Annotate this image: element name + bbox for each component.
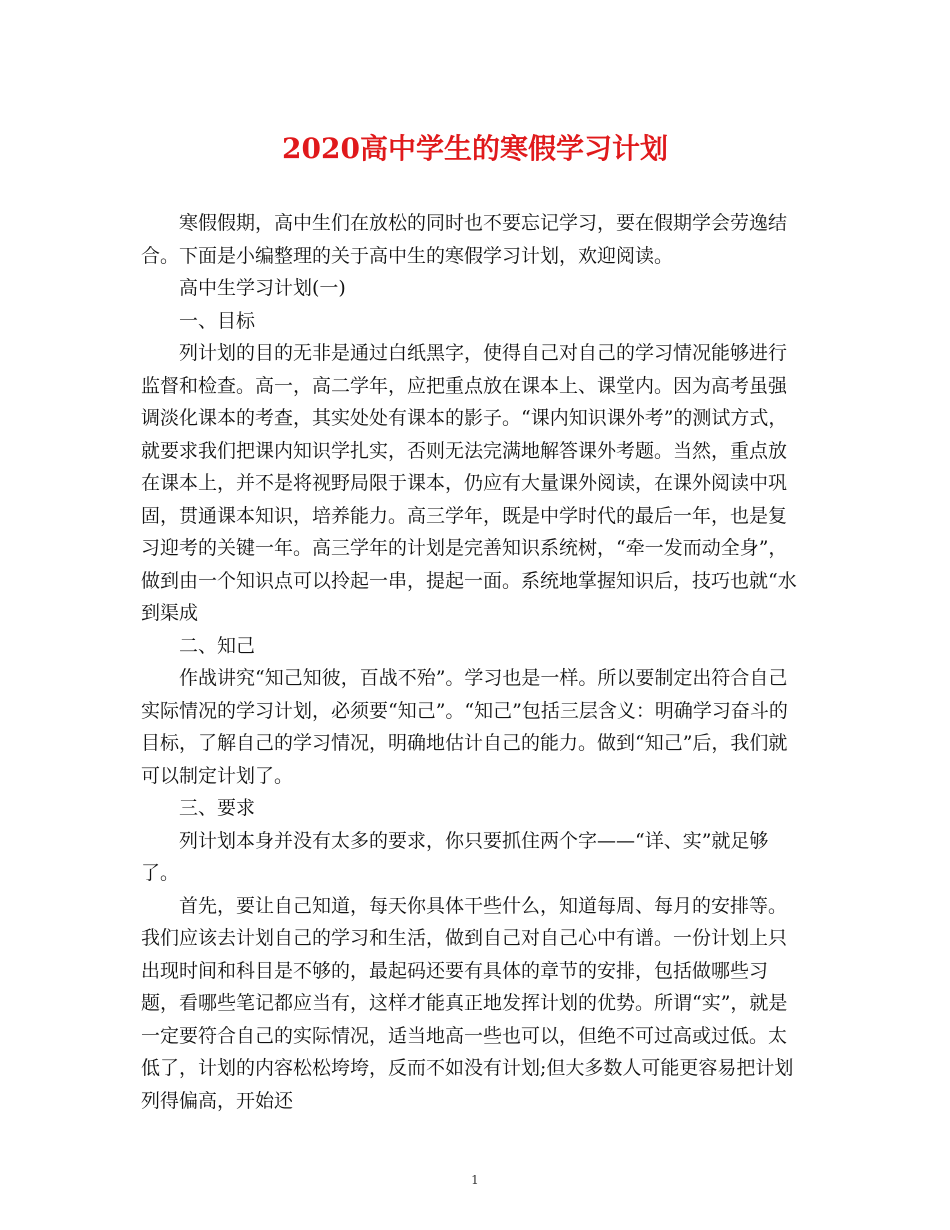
- document-body: [141, 207, 801, 1117]
- paragraph-know-self: 作战讲究“知己知彼，百战不殆”。学习也是一样。所以要制定出符合自己实际情况的学习计划，必须要“知己”。“知己”包括三层含义：明确学习奋斗的目标，了解自己的学习情况，明确地估计自己的能力。做到“知己”后，我们就可以制定计划了。: [141, 667, 788, 787]
- paragraph-intro: 寒假假期，高中生们在放松的同时也不要忘记学习，要在假期学会劳逸结合。下面是小编整理的关于高中生的寒假学习计划，欢迎阅读。: [141, 212, 788, 267]
- section-heading-requirements: 三、要求: [179, 797, 256, 819]
- page-number: 1: [471, 1173, 479, 1187]
- section-heading-plan-one: 高中生学习计划(一): [179, 277, 346, 299]
- paragraph-first: 首先，要让自己知道，每天你具体干些什么，知道每周、每月的安排等。我们应该去计划自己的学习和生活，做到自己对自己心中有谱。一份计划上只出现时间和科目是不够的，最起码还要有具体的章节的安排，包括做哪些习题，看哪些笔记都应当有，这样才能真正地发挥计划的优势。所谓“实”，就是一定要符合自己的实际情况，适当地高一些也可以，但绝不可过高或过低。太低了，计划的内容松松垮垮，反而不如没有计划;但大多数人可能更容易把计划列得偏高，开始还: [141, 894, 794, 1112]
- section-heading-know-self: 二、知己: [179, 634, 256, 657]
- paragraph-requirements: 列计划本身并没有太多的要求，你只要抓住两个字——“详、实”就足够了。: [141, 829, 769, 884]
- section-heading-goal: 一、目标: [179, 309, 256, 332]
- document-title: 2020高中学生的寒假学习计划: [282, 132, 668, 165]
- paragraph-goal: 列计划的目的无非是通过白纸黑字，使得自己对自己的学习情况能够进行监督和检查。高一，高二学年，应把重点放在课本上、课堂内。因为高考虽强调淡化课本的考查，其实处处有课本的影子。“课内知识课外考”的测试方式，就要求我们把课内知识学扎实，否则无法完满地解答课外考题。当然，重点放在课本上，并不是将视野局限于课本，仍应有大量课外阅读，在课外阅读中巩固，贯通课本知识，培养能力。高三学年，既是中学时代的最后一年，也是复习迎考的关键一年。高三学年的计划是完善知识系统树，“牵一发而动全身”，做到由一个知识点可以拎起一串，提起一面。系统地掌握知识后，技巧也就“水到渠成: [141, 342, 797, 624]
